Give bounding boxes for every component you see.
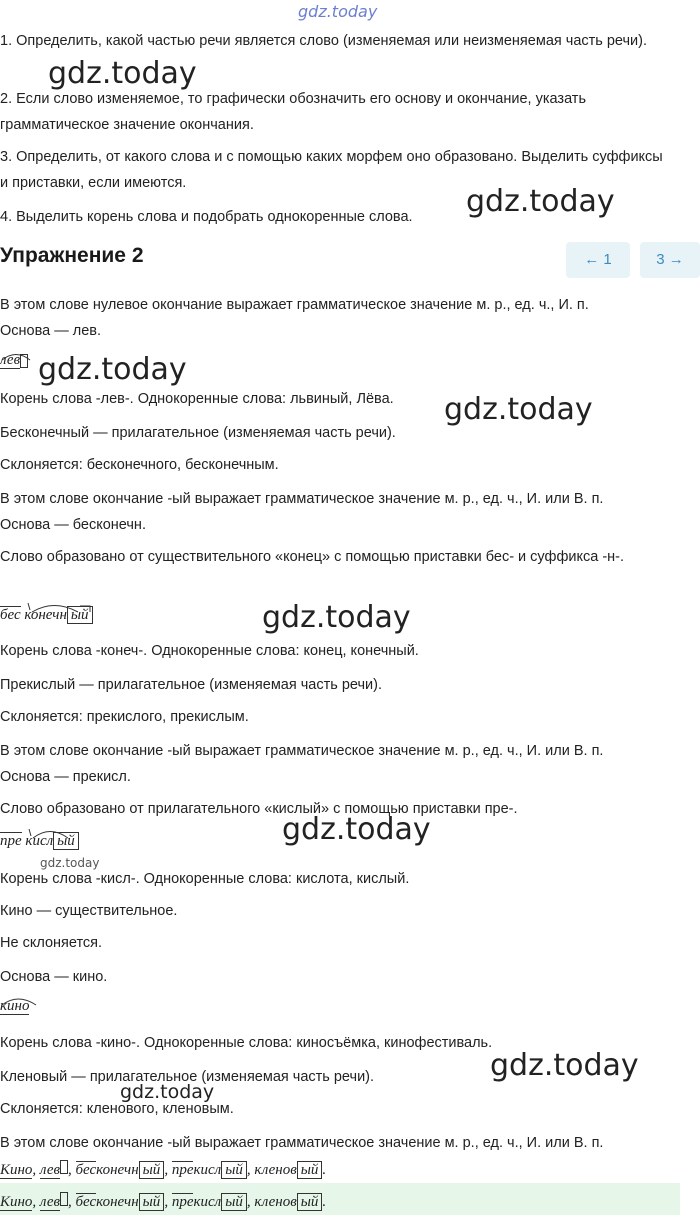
root-morpheme: лев — [39, 1162, 60, 1178]
root-morpheme: конеч — [96, 1194, 132, 1210]
root-morpheme: кисл — [193, 1162, 222, 1178]
text-line: Прекислый — прилагательное (изменяемая часть речи). — [0, 677, 382, 693]
suffix: н — [59, 607, 67, 623]
null-ending — [60, 1160, 68, 1174]
text-line: Слово образовано от существительного «конец» с помощью приставки бес- и суффикса -н-. — [0, 549, 625, 565]
watermark: gdz.today — [466, 184, 615, 219]
ending: ый — [67, 606, 93, 624]
text-line: Склоняется: кленового, кленовым. — [0, 1101, 234, 1117]
text-line: Корень слова -лев-. Однокоренные слова: львиный, Лёва. — [0, 391, 394, 407]
text-line: Корень слова -конеч-. Однокоренные слова: конец, конечный. — [0, 643, 419, 659]
text-line: В этом слове нулевое окончание выражает грамматическое значение м. р., ед. ч., И. п. — [0, 297, 589, 313]
ending: ый — [297, 1161, 323, 1179]
prefix: бес — [75, 1162, 97, 1178]
text-line: Кино — существительное. — [0, 903, 178, 919]
ending: ый — [221, 1193, 247, 1211]
watermark: gdz.today — [282, 812, 431, 847]
suffix: н — [131, 1194, 139, 1210]
watermark: gdz.today — [262, 600, 411, 635]
root-morpheme: конеч — [96, 1162, 132, 1178]
morpheme-summary-line-highlighted: Кино, лев , бесконечн ый , прекисл ый , кленов ый . — [0, 1194, 327, 1210]
watermark-top: gdz.today — [298, 2, 378, 21]
root-morpheme: кисл — [25, 833, 54, 849]
text-line: Бесконечный — прилагательное (изменяемая часть речи). — [0, 425, 396, 441]
plan-step-1: 1. Определить, какой частью речи является слово (изменяемая или неизменяемая часть речи). — [0, 33, 648, 49]
ending: ый — [221, 1161, 247, 1179]
next-exercise-button[interactable]: 3 → — [640, 242, 700, 278]
ending: ый — [297, 1193, 323, 1211]
text-line: В этом слове окончание -ый выражает грамматическое значение м. р., ед. ч., И. или В. п. — [0, 491, 604, 507]
text-line: Основа — бесконечн. — [0, 517, 146, 533]
morpheme-analysis-prekislyi — [0, 832, 79, 850]
watermark: gdz.today — [444, 392, 593, 427]
root-morpheme: конеч — [24, 607, 60, 623]
root-morpheme: Кино — [0, 1162, 33, 1178]
text-line: Склоняется: прекислого, прекислым. — [0, 709, 249, 725]
text-line: Кленовый — прилагательное (изменяемая часть речи). — [0, 1069, 375, 1085]
prefix: бес — [75, 1194, 97, 1210]
text-line: Склоняется: бесконечного, бесконечным. — [0, 457, 279, 473]
prefix: пре — [0, 833, 22, 849]
suffix: н — [131, 1162, 139, 1178]
null-ending — [60, 1192, 68, 1206]
root-morpheme: кино — [0, 998, 30, 1014]
text-line: Основа — лев. — [0, 323, 102, 339]
prefix: бес — [0, 607, 21, 623]
root-morpheme: лев — [0, 352, 21, 368]
text-line: Основа — прекисл. — [0, 769, 131, 785]
watermark: gdz.today — [120, 1081, 215, 1103]
watermark: gdz.today — [38, 352, 187, 387]
root-morpheme: Кино — [0, 1194, 33, 1210]
text-line: Слово образовано от прилагательного «кислый» с помощью приставки пре-. — [0, 801, 518, 817]
root-morpheme: лев — [39, 1194, 60, 1210]
prev-exercise-button[interactable]: ← 1 — [566, 242, 630, 278]
watermark: gdz.today — [40, 856, 100, 870]
plan-step-3: 3. Определить, от какого слова и с помощью каких морфем оно образовано. Выделить суффиксы и приставки, если имеются. — [0, 149, 663, 191]
text-line: В этом слове окончание -ый выражает грамматическое значение м. р., ед. ч., И. или В. п. — [0, 1135, 604, 1151]
text-line: Основа — кино. — [0, 969, 108, 985]
morpheme-analysis-lev — [0, 352, 28, 374]
prefix: пре — [171, 1162, 194, 1178]
text-line: В этом слове окончание -ый выражает грамматическое значение м. р., ед. ч., И. или В. п. — [0, 743, 604, 759]
watermark: gdz.today — [48, 56, 197, 91]
root-morpheme: кисл — [193, 1194, 222, 1210]
morpheme-analysis-beskonechnyi — [0, 606, 93, 624]
ending: ый — [139, 1161, 165, 1179]
ending: ый — [53, 832, 79, 850]
prefix: пре — [171, 1194, 194, 1210]
plan-step-4: 4. Выделить корень слова и подобрать однокоренные слова. — [0, 209, 413, 225]
text-line: Корень слова -кисл-. Однокоренные слова: кислота, кислый. — [0, 871, 410, 887]
morpheme-analysis-kino — [0, 998, 29, 1015]
text-line: Корень слова -кино-. Однокоренные слова: киносъёмка, кинофестиваль. — [0, 1035, 493, 1051]
plan-step-2: 2. Если слово изменяемое, то графически обозначить его основу и окончание, указать грамматическое значение окончания. — [0, 91, 587, 133]
morpheme-summary-line: Кино, лев , бесконечн ый , прекисл ый , кленов ый . — [0, 1162, 327, 1178]
watermark: gdz.today — [490, 1048, 639, 1083]
ending: ый — [139, 1193, 165, 1211]
root-morpheme: кленов — [254, 1162, 297, 1178]
exercise-title: Упражнение 2 — [0, 244, 144, 267]
root-morpheme: кленов — [254, 1194, 297, 1210]
text-line: Не склоняется. — [0, 935, 103, 951]
